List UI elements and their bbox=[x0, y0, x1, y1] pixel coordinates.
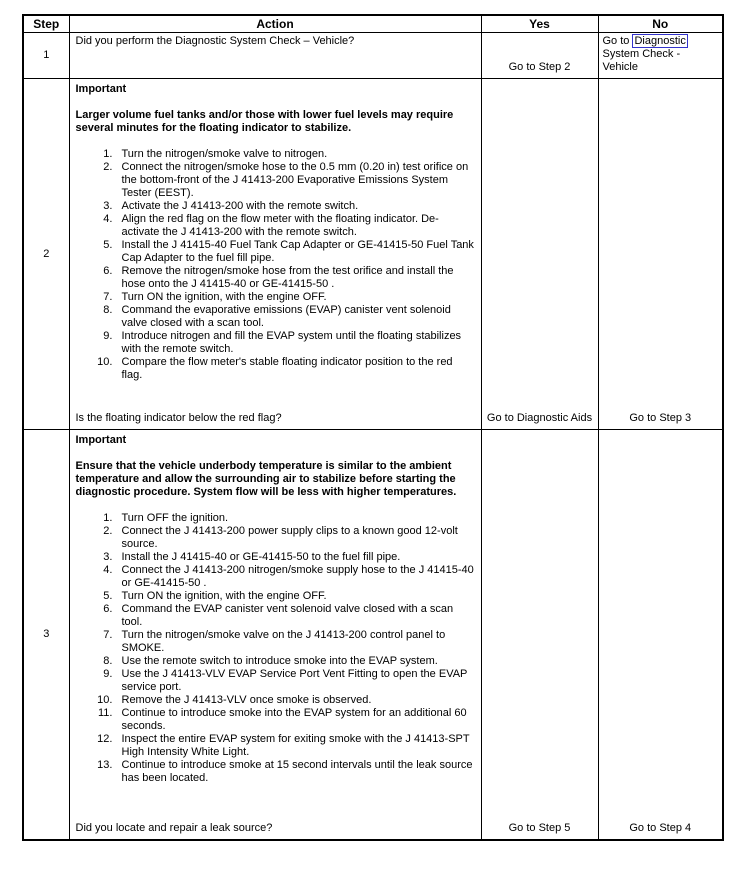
table-row bbox=[23, 33, 723, 79]
procedure-step-item: 1. Turn OFF the ignition. bbox=[116, 512, 475, 525]
yes-answer: Go to Step 2 bbox=[481, 33, 598, 79]
procedure-step-item: 2. Connect the nitrogen/smoke hose to the 0.5 mm (0.20 in) test orifice on the bottom-front of the J 41413-200 Evaporative Emissions System Tester (EEST). bbox=[116, 161, 475, 200]
procedure-step-item: 2. Connect the J 41413-200 power supply clips to a known good 12-volt source. bbox=[116, 525, 475, 551]
no-answer bbox=[598, 33, 723, 79]
procedure-step-item: 4. Align the red flag on the flow meter with the floating indicator. De-activate the J 41413-200 with the remote switch. bbox=[116, 213, 475, 239]
important-text: Larger volume fuel tanks and/or those with lower fuel levels may require several minutes for the floating indicator to stabilize. bbox=[75, 109, 454, 134]
col-header-no: No bbox=[598, 15, 723, 33]
no-answer-suffix: System Check - Vehicle bbox=[602, 48, 681, 73]
procedure-step-item: 7. Turn the nitrogen/smoke valve on the J 41413-200 control panel to SMOKE. bbox=[116, 629, 475, 655]
no-answer-prefix: Go to bbox=[602, 35, 633, 47]
no-answer: Go to Step 3 bbox=[598, 79, 723, 430]
step-number: 3 bbox=[23, 430, 69, 841]
procedure-list bbox=[76, 148, 475, 382]
procedure-step-item: 10. Compare the flow meter's stable floating indicator position to the red flag. bbox=[116, 356, 475, 382]
diagnostic-procedure-table bbox=[22, 14, 724, 841]
step-number: 2 bbox=[23, 79, 69, 430]
action-cell bbox=[69, 33, 481, 79]
table-row bbox=[23, 79, 723, 430]
procedure-step-item: 8. Use the remote switch to introduce smoke into the EVAP system. bbox=[116, 655, 475, 668]
important-label: Important bbox=[75, 83, 127, 95]
procedure-step-item: 6. Command the EVAP canister vent solenoid valve closed with a scan tool. bbox=[116, 603, 475, 629]
procedure-step-item: 8. Command the evaporative emissions (EVAP) canister vent solenoid valve closed with a scan tool. bbox=[116, 304, 475, 330]
procedure-step-item: 10. Remove the J 41413-VLV once smoke is observed. bbox=[116, 694, 475, 707]
table-row bbox=[23, 430, 723, 841]
procedure-step-item: 6. Remove the nitrogen/smoke hose from the test orifice and install the hose onto the J 41415-40 or GE-41415-50 . bbox=[116, 265, 475, 291]
diagnostic-system-check-link[interactable]: Diagnostic bbox=[634, 35, 686, 47]
no-answer: Go to Step 4 bbox=[598, 430, 723, 841]
procedure-step-item: 5. Install the J 41415-40 Fuel Tank Cap Adapter or GE-41415-50 Fuel Tank Cap Adapter to the fuel fill pipe. bbox=[116, 239, 475, 265]
procedure-step-item: 9. Use the J 41413-VLV EVAP Service Port Vent Fitting to open the EVAP service port. bbox=[116, 668, 475, 694]
action-question: Did you perform the Diagnostic System Check – Vehicle? bbox=[75, 35, 355, 47]
procedure-step-item: 3. Activate the J 41413-200 with the remote switch. bbox=[116, 200, 475, 213]
col-header-yes: Yes bbox=[481, 15, 598, 33]
action-question: Is the floating indicator below the red flag? bbox=[75, 412, 282, 424]
yes-answer: Go to Diagnostic Aids bbox=[481, 79, 598, 430]
procedure-step-item: 11. Continue to introduce smoke into the EVAP system for an additional 60 seconds. bbox=[116, 707, 475, 733]
yes-answer: Go to Step 5 bbox=[481, 430, 598, 841]
action-question: Did you locate and repair a leak source? bbox=[75, 822, 273, 834]
col-header-action: Action bbox=[69, 15, 481, 33]
important-text: Ensure that the vehicle underbody temperature is similar to the ambient temperature and allow the surrounding air to stabilize before starting the diagnostic procedure. System flow will be less with higher temperatures. bbox=[75, 460, 457, 498]
procedure-step-item: 3. Install the J 41415-40 or GE-41415-50 to the fuel fill pipe. bbox=[116, 551, 475, 564]
procedure-list bbox=[76, 512, 475, 785]
action-cell bbox=[69, 430, 481, 841]
col-header-step: Step bbox=[23, 15, 69, 33]
procedure-step-item: 1. Turn the nitrogen/smoke valve to nitrogen. bbox=[116, 148, 475, 161]
procedure-step-item: 9. Introduce nitrogen and fill the EVAP system until the floating stabilizes with the remote switch. bbox=[116, 330, 475, 356]
step-number: 1 bbox=[23, 33, 69, 79]
procedure-step-item: 7. Turn ON the ignition, with the engine OFF. bbox=[116, 291, 475, 304]
important-label: Important bbox=[75, 434, 127, 446]
procedure-step-item: 4. Connect the J 41413-200 nitrogen/smoke supply hose to the J 41415-40 or GE-41415-50 . bbox=[116, 564, 475, 590]
procedure-step-item: 5. Turn ON the ignition, with the engine OFF. bbox=[116, 590, 475, 603]
procedure-step-item: 12. Inspect the entire EVAP system for exiting smoke with the J 41413-SPT High Intensity White Light. bbox=[116, 733, 475, 759]
procedure-step-item: 13. Continue to introduce smoke at 15 second intervals until the leak source has been located. bbox=[116, 759, 475, 785]
header-row bbox=[23, 15, 723, 33]
action-cell bbox=[69, 79, 481, 430]
